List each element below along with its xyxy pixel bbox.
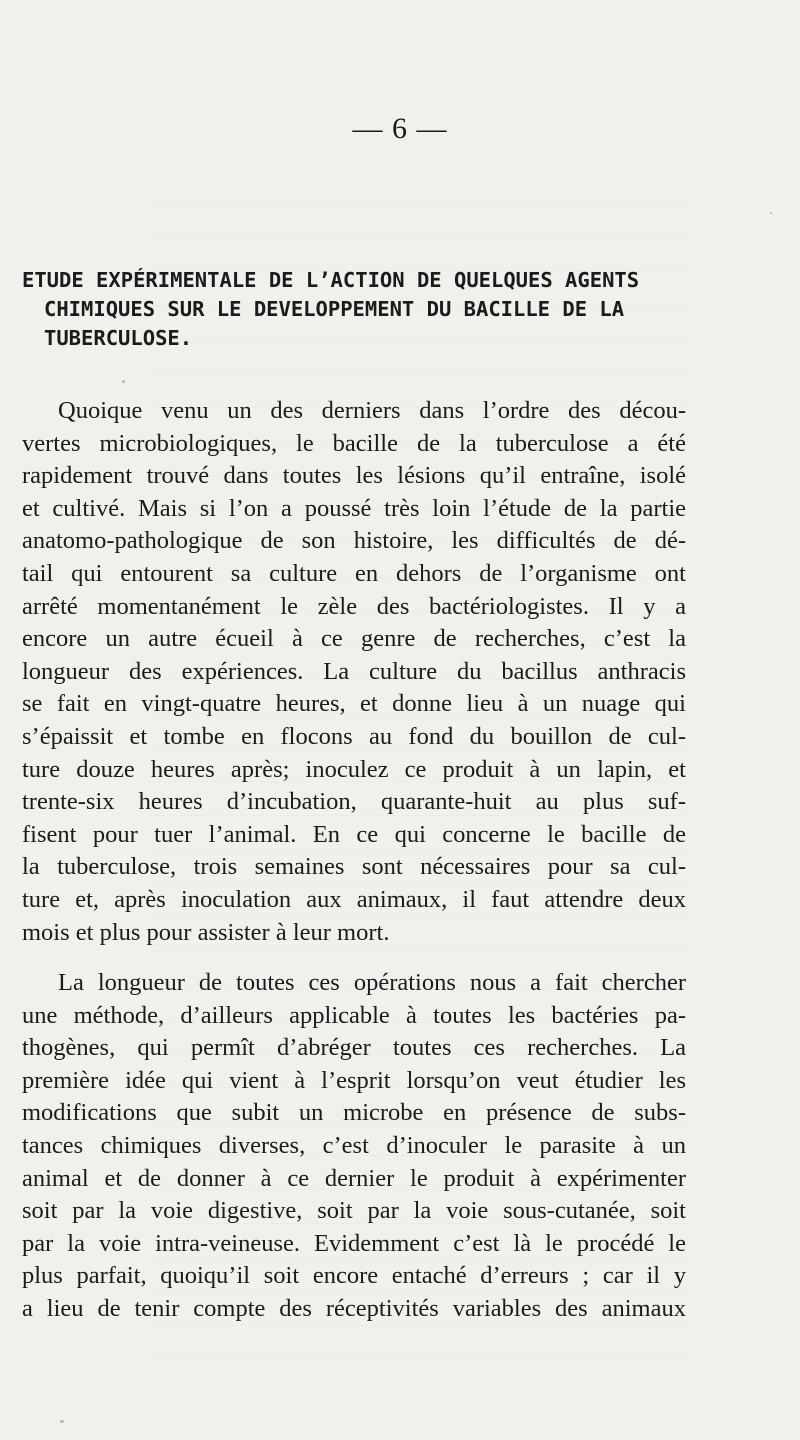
- body-text: [22, 395, 686, 1326]
- text-line: animal et de donner à ce dernier le produit à expérimenter: [22, 1164, 686, 1192]
- page-number: — 6 —: [352, 112, 448, 145]
- text-line: tail qui entourent sa culture en dehors de l’organisme ont: [22, 559, 686, 587]
- scan-speck: [770, 212, 772, 214]
- scan-speck: [122, 380, 125, 383]
- text-line: arrêté momentanément le zèle des bactériologistes. Il y a: [22, 592, 686, 620]
- text-line: vertes microbiologiques, le bacille de la tuberculose a été: [22, 429, 686, 457]
- text-line: anatomo-pathologique de son histoire, les difficultés de dé-: [22, 527, 686, 555]
- paragraph-gap: [22, 949, 686, 967]
- heading-line: ETUDE EXPÉRIMENTALE DE L’ACTION DE QUELQUES AGENTS: [22, 268, 640, 292]
- paragraph-2: [22, 967, 686, 1326]
- text-line: fisent pour tuer l’animal. En ce qui concerne le bacille de: [22, 820, 686, 848]
- text-line: et cultivé. Mais si l’on a poussé très loin l’étude de la partie: [22, 494, 686, 522]
- heading-line: CHIMIQUES SUR LE DEVELOPPEMENT DU BACILLE DE LA: [44, 297, 625, 321]
- text-line: longueur des expériences. La culture du bacillus anthracis: [22, 657, 686, 685]
- text-line: plus parfait, quoiqu’il soit encore entaché d’erreurs ; car il y: [22, 1262, 686, 1290]
- section-heading: [22, 266, 694, 353]
- text-line: modifications que subit un microbe en présence de subs-: [22, 1099, 686, 1127]
- text-line: a lieu de tenir compte des réceptivités variables des animaux: [22, 1295, 686, 1323]
- text-line: Quoique venu un des derniers dans l’ordre des décou-: [58, 397, 686, 424]
- text-line: rapidement trouvé dans toutes les lésions qu’il entraîne, isolé: [22, 462, 686, 490]
- text-line: mois et plus pour assister à leur mort.: [22, 918, 390, 946]
- scan-speck: [60, 1420, 64, 1423]
- text-line: s’épaissit et tombe en flocons au fond du bouillon de cul-: [22, 722, 686, 750]
- text-line: la tuberculose, trois semaines sont nécessaires pour sa cul-: [22, 853, 686, 881]
- text-line: soit par la voie digestive, soit par la voie sous-cutanée, soit: [22, 1197, 686, 1225]
- text-line: se fait en vingt-quatre heures, et donne lieu à un nuage qui: [22, 690, 686, 718]
- text-line: La longueur de toutes ces opérations nous a fait chercher: [58, 969, 686, 997]
- text-line: ture et, après inoculation aux animaux, il faut attendre deux: [22, 885, 686, 913]
- paragraph-1: [22, 395, 686, 949]
- text-line: première idée qui vient à l’esprit lorsqu’on veut étudier les: [22, 1066, 686, 1094]
- text-line: tances chimiques diverses, c’est d’inoculer le parasite à un: [22, 1132, 686, 1160]
- heading-line: TUBERCULOSE.: [44, 326, 193, 350]
- text-line: encore un autre écueil à ce genre de recherches, c’est la: [22, 625, 686, 653]
- text-line: une méthode, d’ailleurs applicable à toutes les bactéries pa-: [22, 1001, 686, 1029]
- text-line: ture douze heures après; inoculez ce produit à un lapin, et: [22, 755, 686, 783]
- text-line: thogènes, qui permît d’abréger toutes ces recherches. La: [22, 1034, 686, 1062]
- text-line: par la voie intra-veineuse. Evidemment c’est là le procédé le: [22, 1229, 686, 1257]
- text-line: trente-six heures d’incubation, quarante-huit au plus suf-: [22, 788, 686, 816]
